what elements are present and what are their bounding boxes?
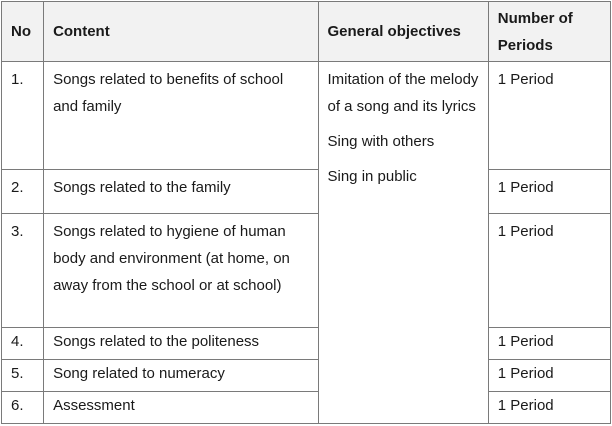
row-periods: 1 Period [488,62,610,170]
row-content: Songs related to hygiene of human body and environment (at home, on away from the school or at school) [44,214,318,328]
row-periods: 1 Period [488,170,610,214]
row-number: 3. [2,214,44,328]
table-row [2,392,611,424]
row-periods: 1 Period [488,214,610,328]
row-number: 2. [2,170,44,214]
row-content: Songs related to the politeness [44,328,318,360]
row-number: 5. [2,360,44,392]
row-number: 4. [2,328,44,360]
table-row [2,62,611,170]
table-row [2,170,611,214]
row-periods: 1 Period [488,360,610,392]
songs-table [1,1,611,424]
header-general-objectives: General objectives [318,2,488,62]
row-content: Songs related to benefits of school and family [44,62,318,170]
header-periods-line2: Periods [497,36,553,54]
header-no: No [2,2,44,62]
table-row [2,328,611,360]
row-periods: 1 Period [488,328,610,360]
table-header-row [2,2,611,62]
header-periods-line1: Number of [497,9,573,27]
table-row [2,214,611,328]
row-number: 6. [2,392,44,424]
row-number: 1. [2,62,44,170]
header-number-of-periods [488,2,610,62]
header-content: Content [44,2,318,62]
general-objectives-cell [318,62,488,424]
row-content: Songs related to the family [44,170,318,214]
objective-item: Imitation of the melody of a song and its lyrics [327,71,479,115]
row-periods: 1 Period [488,392,610,424]
row-content: Song related to numeracy [44,360,318,392]
table-row [2,360,611,392]
objective-item: Sing with others [327,133,435,150]
row-content: Assessment [44,392,318,424]
objective-item: Sing in public [327,168,417,185]
